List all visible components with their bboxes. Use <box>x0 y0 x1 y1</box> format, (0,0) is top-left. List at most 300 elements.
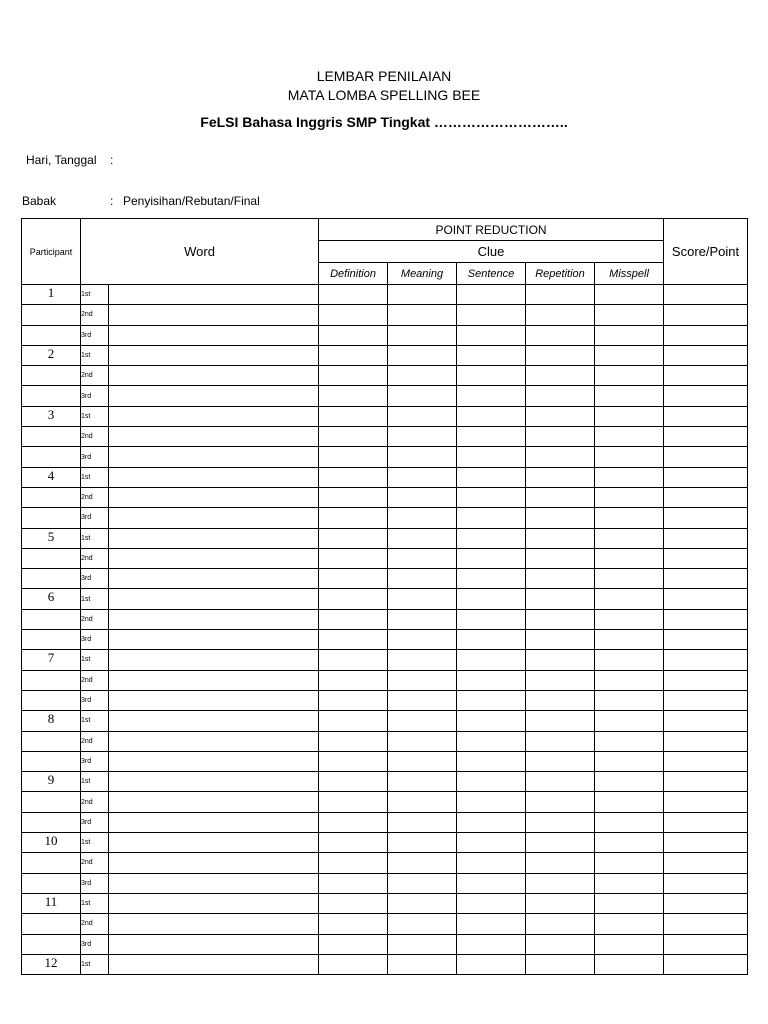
word-cell[interactable] <box>109 630 319 650</box>
definition-cell[interactable] <box>319 833 388 853</box>
sentence-cell[interactable] <box>457 589 526 609</box>
participant-number: 1 <box>22 285 81 305</box>
attempt-label: 3rd <box>81 630 109 650</box>
word-cell[interactable] <box>109 751 319 771</box>
meaning-cell[interactable] <box>388 366 457 386</box>
word-cell[interactable] <box>109 386 319 406</box>
misspell-cell[interactable] <box>595 751 664 771</box>
misspell-cell[interactable] <box>595 609 664 629</box>
meaning-cell[interactable] <box>388 751 457 771</box>
sentence-cell[interactable] <box>457 650 526 670</box>
repetition-cell[interactable] <box>526 487 595 507</box>
attempt-label: 2nd <box>81 853 109 873</box>
attempt-label: 2nd <box>81 427 109 447</box>
word-cell[interactable] <box>109 711 319 731</box>
repetition-cell[interactable] <box>526 569 595 589</box>
meaning-cell[interactable] <box>388 589 457 609</box>
participant-number: 4 <box>22 467 81 487</box>
meaning-cell[interactable] <box>388 548 457 568</box>
participant-number <box>22 386 81 406</box>
misspell-cell[interactable] <box>595 508 664 528</box>
attempt-label: 3rd <box>81 508 109 528</box>
sentence-cell[interactable] <box>457 670 526 690</box>
sentence-cell[interactable] <box>457 467 526 487</box>
misspell-cell[interactable] <box>595 772 664 792</box>
score-cell[interactable] <box>664 853 748 873</box>
participant-number: 7 <box>22 650 81 670</box>
meaning-cell[interactable] <box>388 914 457 934</box>
definition-cell[interactable] <box>319 792 388 812</box>
sentence-cell[interactable] <box>457 914 526 934</box>
sentence-cell[interactable] <box>457 548 526 568</box>
table-row <box>22 609 748 629</box>
score-cell[interactable] <box>664 589 748 609</box>
attempt-label: 3rd <box>81 690 109 710</box>
sentence-cell[interactable] <box>457 366 526 386</box>
table-row <box>22 427 748 447</box>
score-table-body <box>22 285 748 975</box>
repetition-cell[interactable] <box>526 630 595 650</box>
sentence-header: Sentence <box>457 263 526 285</box>
definition-cell[interactable] <box>319 345 388 365</box>
table-row <box>22 873 748 893</box>
participant-number: 2 <box>22 345 81 365</box>
participant-number <box>22 487 81 507</box>
word-cell[interactable] <box>109 548 319 568</box>
score-cell[interactable] <box>664 873 748 893</box>
meaning-cell[interactable] <box>388 528 457 548</box>
participant-number: 6 <box>22 589 81 609</box>
score-cell[interactable] <box>664 285 748 305</box>
misspell-cell[interactable] <box>595 447 664 467</box>
definition-cell[interactable] <box>319 893 388 913</box>
repetition-cell[interactable] <box>526 731 595 751</box>
score-cell[interactable] <box>664 792 748 812</box>
definition-cell[interactable] <box>319 467 388 487</box>
word-cell[interactable] <box>109 772 319 792</box>
definition-cell[interactable] <box>319 487 388 507</box>
misspell-cell[interactable] <box>595 467 664 487</box>
sentence-cell[interactable] <box>457 406 526 426</box>
definition-cell[interactable] <box>319 934 388 954</box>
score-cell[interactable] <box>664 650 748 670</box>
attempt-label: 1st <box>81 833 109 853</box>
definition-cell[interactable] <box>319 447 388 467</box>
misspell-cell[interactable] <box>595 366 664 386</box>
score-cell[interactable] <box>664 406 748 426</box>
meaning-cell[interactable] <box>388 487 457 507</box>
table-row <box>22 528 748 548</box>
participant-number <box>22 447 81 467</box>
date-label: Hari, Tanggal <box>26 153 97 167</box>
sentence-cell[interactable] <box>457 305 526 325</box>
word-cell[interactable] <box>109 650 319 670</box>
repetition-cell[interactable] <box>526 772 595 792</box>
definition-cell[interactable] <box>319 731 388 751</box>
attempt-label: 2nd <box>81 487 109 507</box>
sentence-cell[interactable] <box>457 833 526 853</box>
repetition-cell[interactable] <box>526 609 595 629</box>
repetition-cell[interactable] <box>526 366 595 386</box>
table-row <box>22 630 748 650</box>
participant-number: 3 <box>22 406 81 426</box>
repetition-cell[interactable] <box>526 690 595 710</box>
participant-number: 10 <box>22 833 81 853</box>
score-cell[interactable] <box>664 325 748 345</box>
word-cell[interactable] <box>109 508 319 528</box>
misspell-cell[interactable] <box>595 589 664 609</box>
definition-cell[interactable] <box>319 406 388 426</box>
sentence-cell[interactable] <box>457 569 526 589</box>
definition-cell[interactable] <box>319 914 388 934</box>
word-cell[interactable] <box>109 569 319 589</box>
sentence-cell[interactable] <box>457 711 526 731</box>
score-cell[interactable] <box>664 914 748 934</box>
sentence-cell[interactable] <box>457 873 526 893</box>
word-cell[interactable] <box>109 609 319 629</box>
score-cell[interactable] <box>664 305 748 325</box>
table-row <box>22 792 748 812</box>
definition-cell[interactable] <box>319 569 388 589</box>
word-cell[interactable] <box>109 528 319 548</box>
sentence-cell[interactable] <box>457 751 526 771</box>
sentence-cell[interactable] <box>457 427 526 447</box>
score-cell[interactable] <box>664 731 748 751</box>
definition-cell[interactable] <box>319 285 388 305</box>
score-cell[interactable] <box>664 447 748 467</box>
repetition-cell[interactable] <box>526 325 595 345</box>
table-row <box>22 569 748 589</box>
word-cell[interactable] <box>109 366 319 386</box>
definition-cell[interactable] <box>319 548 388 568</box>
word-cell[interactable] <box>109 792 319 812</box>
meaning-cell[interactable] <box>388 285 457 305</box>
repetition-cell[interactable] <box>526 812 595 832</box>
misspell-cell[interactable] <box>595 873 664 893</box>
definition-cell[interactable] <box>319 873 388 893</box>
attempt-label: 1st <box>81 711 109 731</box>
repetition-cell[interactable] <box>526 406 595 426</box>
repetition-cell[interactable] <box>526 853 595 873</box>
meaning-cell[interactable] <box>388 731 457 751</box>
score-cell[interactable] <box>664 954 748 974</box>
word-cell[interactable] <box>109 853 319 873</box>
misspell-cell[interactable] <box>595 690 664 710</box>
definition-cell[interactable] <box>319 711 388 731</box>
word-cell[interactable] <box>109 305 319 325</box>
attempt-label: 1st <box>81 589 109 609</box>
misspell-cell[interactable] <box>595 670 664 690</box>
score-cell[interactable] <box>664 670 748 690</box>
meaning-cell[interactable] <box>388 427 457 447</box>
misspell-cell[interactable] <box>595 812 664 832</box>
score-cell[interactable] <box>664 609 748 629</box>
sentence-cell[interactable] <box>457 690 526 710</box>
table-row <box>22 954 748 974</box>
misspell-cell[interactable] <box>595 731 664 751</box>
score-cell[interactable] <box>664 366 748 386</box>
repetition-cell[interactable] <box>526 711 595 731</box>
score-cell[interactable] <box>664 386 748 406</box>
meaning-cell[interactable] <box>388 467 457 487</box>
meaning-cell[interactable] <box>388 650 457 670</box>
meaning-cell[interactable] <box>388 792 457 812</box>
repetition-cell[interactable] <box>526 548 595 568</box>
sentence-cell[interactable] <box>457 447 526 467</box>
score-cell[interactable] <box>664 934 748 954</box>
word-header: Word <box>81 219 319 285</box>
definition-cell[interactable] <box>319 670 388 690</box>
word-cell[interactable] <box>109 812 319 832</box>
attempt-label: 1st <box>81 893 109 913</box>
score-cell[interactable] <box>664 812 748 832</box>
repetition-cell[interactable] <box>526 508 595 528</box>
repetition-cell[interactable] <box>526 427 595 447</box>
definition-cell[interactable] <box>319 954 388 974</box>
word-cell[interactable] <box>109 954 319 974</box>
sentence-cell[interactable] <box>457 528 526 548</box>
score-cell[interactable] <box>664 833 748 853</box>
misspell-cell[interactable] <box>595 548 664 568</box>
definition-cell[interactable] <box>319 751 388 771</box>
table-row <box>22 589 748 609</box>
participant-number <box>22 630 81 650</box>
word-cell[interactable] <box>109 345 319 365</box>
misspell-cell[interactable] <box>595 305 664 325</box>
meaning-cell[interactable] <box>388 690 457 710</box>
participant-number <box>22 305 81 325</box>
misspell-cell[interactable] <box>595 650 664 670</box>
score-cell[interactable] <box>664 630 748 650</box>
word-cell[interactable] <box>109 833 319 853</box>
definition-cell[interactable] <box>319 589 388 609</box>
word-cell[interactable] <box>109 589 319 609</box>
participant-number <box>22 548 81 568</box>
word-cell[interactable] <box>109 285 319 305</box>
definition-cell[interactable] <box>319 772 388 792</box>
definition-cell[interactable] <box>319 427 388 447</box>
table-row <box>22 467 748 487</box>
participant-number: 12 <box>22 954 81 974</box>
score-cell[interactable] <box>664 772 748 792</box>
sentence-cell[interactable] <box>457 812 526 832</box>
meaning-cell[interactable] <box>388 447 457 467</box>
meaning-cell[interactable] <box>388 508 457 528</box>
misspell-cell[interactable] <box>595 630 664 650</box>
attempt-label: 1st <box>81 528 109 548</box>
participant-number <box>22 325 81 345</box>
sentence-cell[interactable] <box>457 893 526 913</box>
word-cell[interactable] <box>109 914 319 934</box>
sentence-cell[interactable] <box>457 386 526 406</box>
attempt-label: 1st <box>81 285 109 305</box>
definition-cell[interactable] <box>319 853 388 873</box>
participant-number <box>22 366 81 386</box>
meaning-cell[interactable] <box>388 711 457 731</box>
repetition-cell[interactable] <box>526 589 595 609</box>
sentence-cell[interactable] <box>457 285 526 305</box>
repetition-cell[interactable] <box>526 751 595 771</box>
meaning-cell[interactable] <box>388 670 457 690</box>
sentence-cell[interactable] <box>457 508 526 528</box>
misspell-cell[interactable] <box>595 569 664 589</box>
participant-number <box>22 609 81 629</box>
misspell-cell[interactable] <box>595 325 664 345</box>
meaning-cell[interactable] <box>388 893 457 913</box>
definition-cell[interactable] <box>319 528 388 548</box>
misspell-cell[interactable] <box>595 833 664 853</box>
meaning-cell[interactable] <box>388 569 457 589</box>
score-cell[interactable] <box>664 690 748 710</box>
score-cell[interactable] <box>664 345 748 365</box>
repetition-cell[interactable] <box>526 650 595 670</box>
sentence-cell[interactable] <box>457 792 526 812</box>
repetition-cell[interactable] <box>526 305 595 325</box>
misspell-cell[interactable] <box>595 386 664 406</box>
attempt-label: 3rd <box>81 934 109 954</box>
repetition-cell[interactable] <box>526 285 595 305</box>
misspell-cell[interactable] <box>595 711 664 731</box>
definition-cell[interactable] <box>319 650 388 670</box>
definition-cell[interactable] <box>319 366 388 386</box>
misspell-cell[interactable] <box>595 914 664 934</box>
definition-cell[interactable] <box>319 690 388 710</box>
repetition-cell[interactable] <box>526 893 595 913</box>
misspell-cell[interactable] <box>595 406 664 426</box>
misspell-cell[interactable] <box>595 528 664 548</box>
definition-cell[interactable] <box>319 630 388 650</box>
misspell-cell[interactable] <box>595 285 664 305</box>
sentence-cell[interactable] <box>457 325 526 345</box>
table-row <box>22 670 748 690</box>
sentence-cell[interactable] <box>457 772 526 792</box>
meaning-cell[interactable] <box>388 609 457 629</box>
sentence-cell[interactable] <box>457 934 526 954</box>
repetition-cell[interactable] <box>526 792 595 812</box>
meaning-cell[interactable] <box>388 873 457 893</box>
round-value: Penyisihan/Rebutan/Final <box>123 194 260 208</box>
word-cell[interactable] <box>109 427 319 447</box>
misspell-cell[interactable] <box>595 934 664 954</box>
word-cell[interactable] <box>109 731 319 751</box>
score-cell[interactable] <box>664 548 748 568</box>
table-row <box>22 934 748 954</box>
meaning-cell[interactable] <box>388 812 457 832</box>
attempt-label: 1st <box>81 954 109 974</box>
word-cell[interactable] <box>109 893 319 913</box>
definition-cell[interactable] <box>319 325 388 345</box>
word-cell[interactable] <box>109 873 319 893</box>
score-cell[interactable] <box>664 751 748 771</box>
score-cell[interactable] <box>664 893 748 913</box>
word-cell[interactable] <box>109 690 319 710</box>
repetition-cell[interactable] <box>526 447 595 467</box>
form-title: LEMBAR PENILAIAN <box>316 68 452 84</box>
definition-cell[interactable] <box>319 508 388 528</box>
table-row <box>22 853 748 873</box>
misspell-cell[interactable] <box>595 792 664 812</box>
attempt-label: 1st <box>81 467 109 487</box>
table-row <box>22 711 748 731</box>
meaning-cell[interactable] <box>388 772 457 792</box>
sentence-cell[interactable] <box>457 487 526 507</box>
meaning-cell[interactable] <box>388 853 457 873</box>
participant-number: 11 <box>22 893 81 913</box>
definition-cell[interactable] <box>319 812 388 832</box>
repetition-cell[interactable] <box>526 954 595 974</box>
meaning-cell[interactable] <box>388 345 457 365</box>
definition-cell[interactable] <box>319 386 388 406</box>
sentence-cell[interactable] <box>457 853 526 873</box>
score-cell[interactable] <box>664 508 748 528</box>
word-cell[interactable] <box>109 325 319 345</box>
meaning-cell[interactable] <box>388 305 457 325</box>
score-cell[interactable] <box>664 427 748 447</box>
repetition-cell[interactable] <box>526 873 595 893</box>
sentence-cell[interactable] <box>457 954 526 974</box>
repetition-cell[interactable] <box>526 528 595 548</box>
definition-header: Definition <box>319 263 388 285</box>
sentence-cell[interactable] <box>457 731 526 751</box>
definition-cell[interactable] <box>319 609 388 629</box>
attempt-label: 2nd <box>81 914 109 934</box>
repetition-cell[interactable] <box>526 833 595 853</box>
meaning-cell[interactable] <box>388 954 457 974</box>
misspell-cell[interactable] <box>595 853 664 873</box>
participant-number <box>22 569 81 589</box>
participant-number: 8 <box>22 711 81 731</box>
meaning-cell[interactable] <box>388 386 457 406</box>
word-cell[interactable] <box>109 670 319 690</box>
repetition-cell[interactable] <box>526 670 595 690</box>
misspell-cell[interactable] <box>595 893 664 913</box>
misspell-cell[interactable] <box>595 427 664 447</box>
misspell-cell[interactable] <box>595 487 664 507</box>
participant-number <box>22 508 81 528</box>
word-cell[interactable] <box>109 934 319 954</box>
participant-number <box>22 792 81 812</box>
date-colon: : <box>110 153 114 167</box>
meaning-cell[interactable] <box>388 934 457 954</box>
word-cell[interactable] <box>109 487 319 507</box>
attempt-label: 1st <box>81 406 109 426</box>
repetition-cell[interactable] <box>526 345 595 365</box>
meaning-cell[interactable] <box>388 630 457 650</box>
meaning-cell[interactable] <box>388 833 457 853</box>
word-cell[interactable] <box>109 406 319 426</box>
meaning-cell[interactable] <box>388 325 457 345</box>
score-cell[interactable] <box>664 467 748 487</box>
word-cell[interactable] <box>109 447 319 467</box>
word-cell[interactable] <box>109 467 319 487</box>
meaning-cell[interactable] <box>388 406 457 426</box>
misspell-cell[interactable] <box>595 954 664 974</box>
misspell-cell[interactable] <box>595 345 664 365</box>
score-cell[interactable] <box>664 528 748 548</box>
repetition-cell[interactable] <box>526 467 595 487</box>
score-header: Score/Point <box>664 219 748 285</box>
repetition-cell[interactable] <box>526 934 595 954</box>
sentence-cell[interactable] <box>457 630 526 650</box>
score-cell[interactable] <box>664 569 748 589</box>
repetition-cell[interactable] <box>526 386 595 406</box>
sentence-cell[interactable] <box>457 609 526 629</box>
sentence-cell[interactable] <box>457 345 526 365</box>
score-cell[interactable] <box>664 711 748 731</box>
definition-cell[interactable] <box>319 305 388 325</box>
repetition-cell[interactable] <box>526 914 595 934</box>
score-cell[interactable] <box>664 487 748 507</box>
